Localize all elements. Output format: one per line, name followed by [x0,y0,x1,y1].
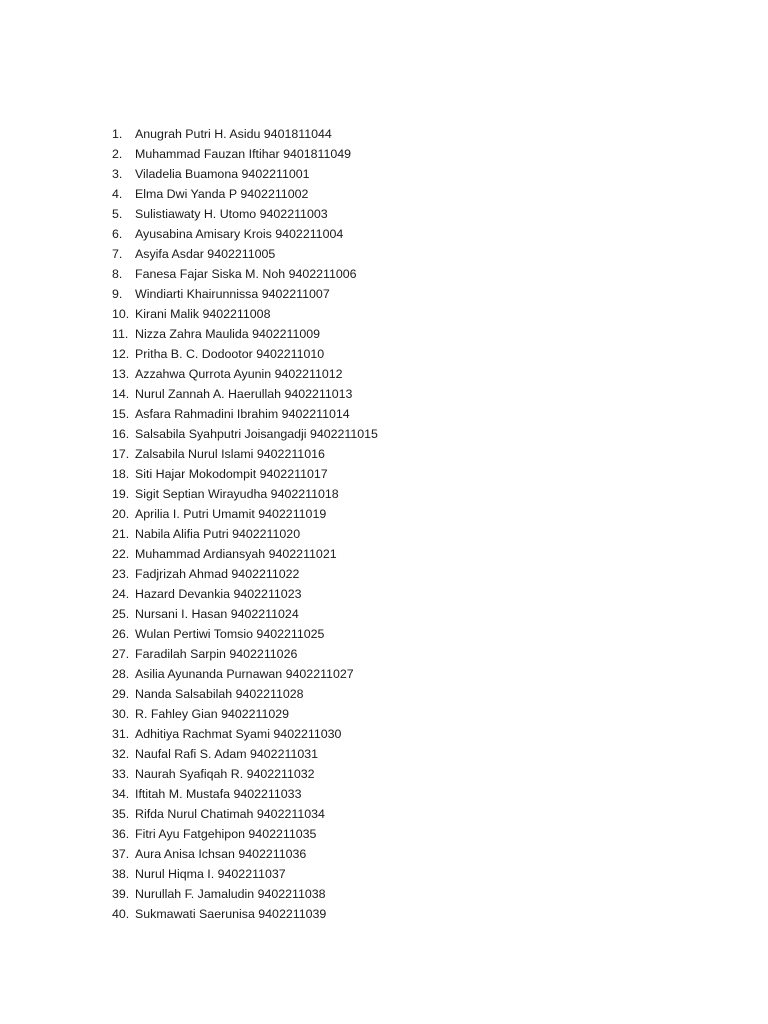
list-item-text: Windiarti Khairunnissa 9402211007 [135,287,330,301]
list-item-number: 27. [112,647,130,661]
list-item [112,224,732,244]
list-item-text: Nabila Alifia Putri 9402211020 [135,527,301,541]
list-item-text: Nurullah F. Jamaludin 9402211038 [135,887,326,901]
list-item-text: Fadjrizah Ahmad 9402211022 [135,567,300,581]
list-item [112,584,732,604]
list-item-text: Naurah Syafiqah R. 9402211032 [135,767,315,781]
list-item [112,744,732,764]
list-item-number: 11. [112,327,129,341]
list-item-number: 3. [112,167,123,181]
list-item-text: Wulan Pertiwi Tomsio 9402211025 [135,627,325,641]
list-item [112,604,732,624]
list-item-number: 5. [112,207,123,221]
list-item-number: 29. [112,687,130,701]
list-item-number: 34. [112,787,130,801]
list-item-number: 7. [112,247,123,261]
list-item-number: 38. [112,867,130,881]
list-item-text: Aprilia I. Putri Umamit 9402211019 [135,507,327,521]
list-item [112,144,732,164]
list-item-text: Muhammad Ardiansyah 9402211021 [135,547,337,561]
list-item [112,724,732,744]
list-item-text: Fitri Ayu Fatgehipon 9402211035 [135,827,317,841]
list-item [112,624,732,644]
list-item-text: Aura Anisa Ichsan 9402211036 [135,847,307,861]
list-item-text: Rifda Nurul Chatimah 9402211034 [135,807,325,821]
list-item-number: 6. [112,227,123,241]
list-item-text: Sukmawati Saerunisa 9402211039 [135,907,327,921]
list-item-number: 36. [112,827,130,841]
list-item [112,784,732,804]
list-item [112,464,732,484]
list-item-number: 31. [112,727,130,741]
list-item-number: 25. [112,607,130,621]
list-item [112,124,732,144]
list-item-number: 23. [112,567,130,581]
list-item-text: Salsabila Syahputri Joisangadji 9402211015 [135,427,378,441]
list-item-text: Nizza Zahra Maulida 9402211009 [135,327,321,341]
list-item-number: 15. [112,407,130,421]
list-item-text: Adhitiya Rachmat Syami 9402211030 [135,727,342,741]
list-item-text: Asilia Ayunanda Purnawan 9402211027 [135,667,354,681]
list-item [112,484,732,504]
list-item-number: 22. [112,547,130,561]
list-item-number: 19. [112,487,130,501]
list-item [112,764,732,784]
list-item-text: Azzahwa Qurrota Ayunin 9402211012 [135,367,343,381]
list-item-number: 18. [112,467,130,481]
list-item-number: 20. [112,507,130,521]
list-item [112,264,732,284]
list-item-number: 35. [112,807,130,821]
list-item-number: 28. [112,667,130,681]
list-item [112,684,732,704]
list-item [112,804,732,824]
list-item-text: Asfara Rahmadini Ibrahim 9402211014 [135,407,350,421]
list-item [112,824,732,844]
list-item-text: Sigit Septian Wirayudha 9402211018 [135,487,339,501]
list-item [112,524,732,544]
list-item [112,904,732,924]
list-item-text: Hazard Devankia 9402211023 [135,587,302,601]
list-item-number: 26. [112,627,130,641]
student-list [112,124,732,924]
list-item-text: Nurul Zannah A. Haerullah 9402211013 [135,387,353,401]
list-item-number: 21. [112,527,130,541]
list-item-number: 30. [112,707,130,721]
list-item [112,844,732,864]
list-item-number: 10. [112,307,130,321]
list-item-text: Nurul Hiqma I. 9402211037 [135,867,286,881]
list-item [112,164,732,184]
list-item-number: 32. [112,747,130,761]
list-item-text: Pritha B. C. Dodootor 9402211010 [135,347,325,361]
list-item [112,504,732,524]
list-item-text: Siti Hajar Mokodompit 9402211017 [135,467,328,481]
list-item-number: 37. [112,847,130,861]
list-item-number: 40. [112,907,130,921]
list-item [112,204,732,224]
list-item-text: Fanesa Fajar Siska M. Noh 9402211006 [135,267,357,281]
list-item [112,244,732,264]
list-item-number: 1. [112,127,123,141]
list-item [112,564,732,584]
list-item-number: 24. [112,587,130,601]
list-item-text: Elma Dwi Yanda P 9402211002 [135,187,309,201]
list-item [112,424,732,444]
list-item-text: R. Fahley Gian 9402211029 [135,707,290,721]
list-item-text: Sulistiawaty H. Utomo 9402211003 [135,207,328,221]
list-item [112,884,732,904]
list-item-text: Zalsabila Nurul Islami 9402211016 [135,447,325,461]
list-item [112,544,732,564]
list-item-number: 4. [112,187,123,201]
list-item-number: 14. [112,387,130,401]
list-item-text: Asyifa Asdar 9402211005 [135,247,276,261]
list-item-number: 39. [112,887,130,901]
list-item-text: Nanda Salsabilah 9402211028 [135,687,304,701]
list-item-number: 12. [112,347,130,361]
list-item-text: Kirani Malik 9402211008 [135,307,271,321]
list-item [112,284,732,304]
list-item-text: Muhammad Fauzan Iftihar 9401811049 [135,147,352,161]
list-item [112,864,732,884]
list-item-number: 2. [112,147,123,161]
list-item [112,644,732,664]
list-item-text: Faradilah Sarpin 9402211026 [135,647,298,661]
list-item [112,404,732,424]
list-item [112,364,732,384]
list-item [112,384,732,404]
list-item-number: 16. [112,427,130,441]
list-item-text: Viladelia Buamona 9402211001 [135,167,310,181]
list-item [112,304,732,324]
list-item [112,664,732,684]
list-item [112,444,732,464]
list-item-text: Anugrah Putri H. Asidu 9401811044 [135,127,332,141]
list-item-number: 13. [112,367,130,381]
list-item [112,324,732,344]
list-item-text: Nursani I. Hasan 9402211024 [135,607,299,621]
list-item-text: Ayusabina Amisary Krois 9402211004 [135,227,344,241]
list-item-number: 33. [112,767,130,781]
list-item-number: 8. [112,267,123,281]
list-item [112,184,732,204]
list-item [112,344,732,364]
list-item-number: 17. [112,447,130,461]
list-item [112,704,732,724]
list-item-text: Naufal Rafi S. Adam 9402211031 [135,747,319,761]
list-item-number: 9. [112,287,123,301]
list-item-text: Iftitah M. Mustafa 9402211033 [135,787,302,801]
